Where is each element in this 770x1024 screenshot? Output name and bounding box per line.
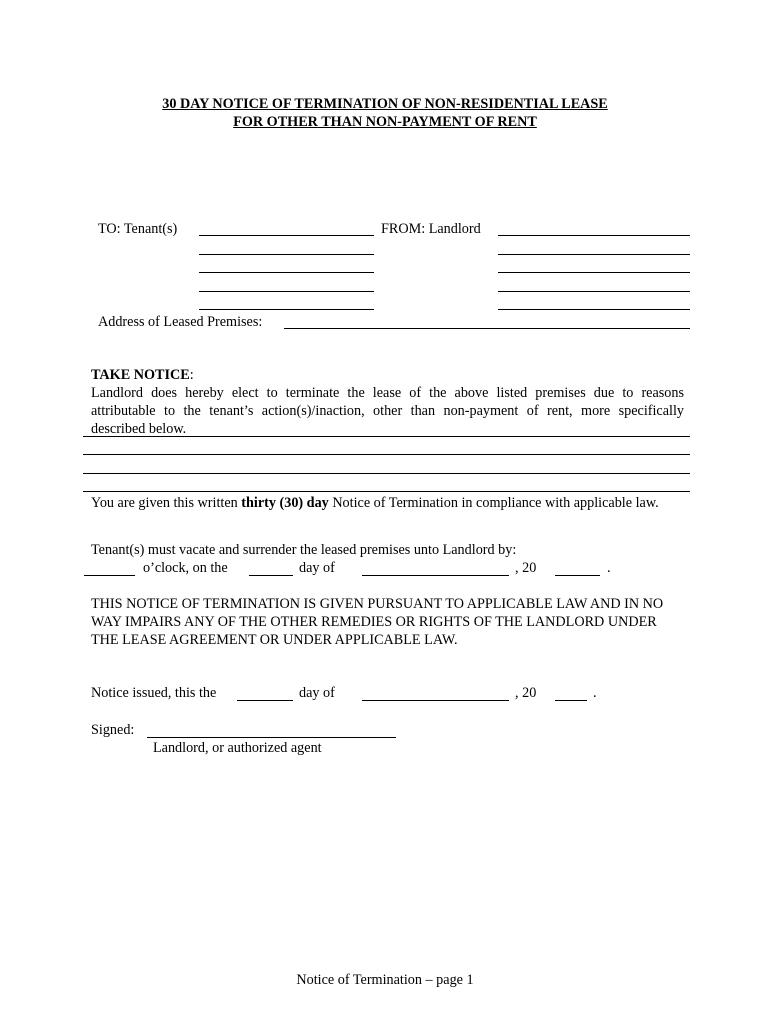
take-notice-bold: TAKE NOTICE [91,367,190,383]
issued-label: Notice issued, this the [91,685,217,701]
signed-label: Signed: [91,722,135,738]
landlord-line-3[interactable] [498,272,690,273]
description-line-2[interactable] [83,454,690,455]
vacate-period: . [607,560,611,576]
address-label: Address of Leased Premises: [98,314,263,330]
vacate-year-prefix: , 20 [515,560,537,576]
issued-day-blank[interactable] [237,700,293,701]
tenant-line-3[interactable] [199,272,374,273]
pursuant-paragraph: THIS NOTICE OF TERMINATION IS GIVEN PURSUANT TO APPLICABLE LAW AND IN NO WAY IMPAIRS ANY OF THE OTHER REMEDIES OR RIGHTS OF THE LANDLORD UNDER THE LEASE AGREEMENT OR UNDER APPLICABLE LAW. [91,596,664,648]
vacate-year-blank[interactable] [555,575,600,576]
given-suffix: Notice of Termination in compliance with applicable law. [328,495,659,511]
issued-day-of: day of [299,685,335,701]
issued-year-blank[interactable] [555,700,587,701]
description-line-1[interactable] [83,436,690,437]
landlord-line-4[interactable] [498,291,690,292]
to-tenant-label: TO: Tenant(s) [98,221,178,237]
vacate-hour-blank[interactable] [84,575,135,576]
description-line-4[interactable] [83,491,690,492]
description-line-3[interactable] [83,473,690,474]
given-prefix: You are given this written [91,495,242,511]
vacate-day-of: day of [299,560,335,576]
landlord-line-5[interactable] [498,309,690,310]
vacate-month-blank[interactable] [362,575,509,576]
given-bold: thirty (30) day [241,495,329,511]
landlord-line-1[interactable] [498,235,690,236]
vacate-line: Tenant(s) must vacate and surrender the leased premises unto Landlord by: [91,542,517,558]
page-footer: Notice of Termination – page 1 [296,972,474,988]
doc-title-line2: FOR OTHER THAN NON-PAYMENT OF RENT [233,114,537,130]
signature-caption: Landlord, or authorized agent [153,740,322,756]
landlord-line-2[interactable] [498,254,690,255]
take-notice-body: Landlord does hereby elect to terminate the lease of the above listed premises due to reasons attributable to the tenant’s action(s)/inaction, other than non-payment of rent, more specifically described below. [91,385,684,437]
vacate-oclock: o’clock, on the [143,560,228,576]
tenant-line-5[interactable] [199,309,374,310]
issued-month-blank[interactable] [362,700,509,701]
tenant-line-4[interactable] [199,291,374,292]
tenant-line-2[interactable] [199,254,374,255]
issued-period: . [593,685,597,701]
from-landlord-label: FROM: Landlord [381,221,481,237]
tenant-line-1[interactable] [199,235,374,236]
address-line[interactable] [284,328,690,329]
doc-title-line1: 30 DAY NOTICE OF TERMINATION OF NON-RESIDENTIAL LEASE [162,96,608,112]
take-notice-heading [91,366,194,384]
given-paragraph [91,494,684,512]
vacate-day-blank[interactable] [249,575,293,576]
signature-line[interactable] [147,737,396,738]
issued-year-prefix: , 20 [515,685,537,701]
take-notice-colon: : [189,367,194,383]
